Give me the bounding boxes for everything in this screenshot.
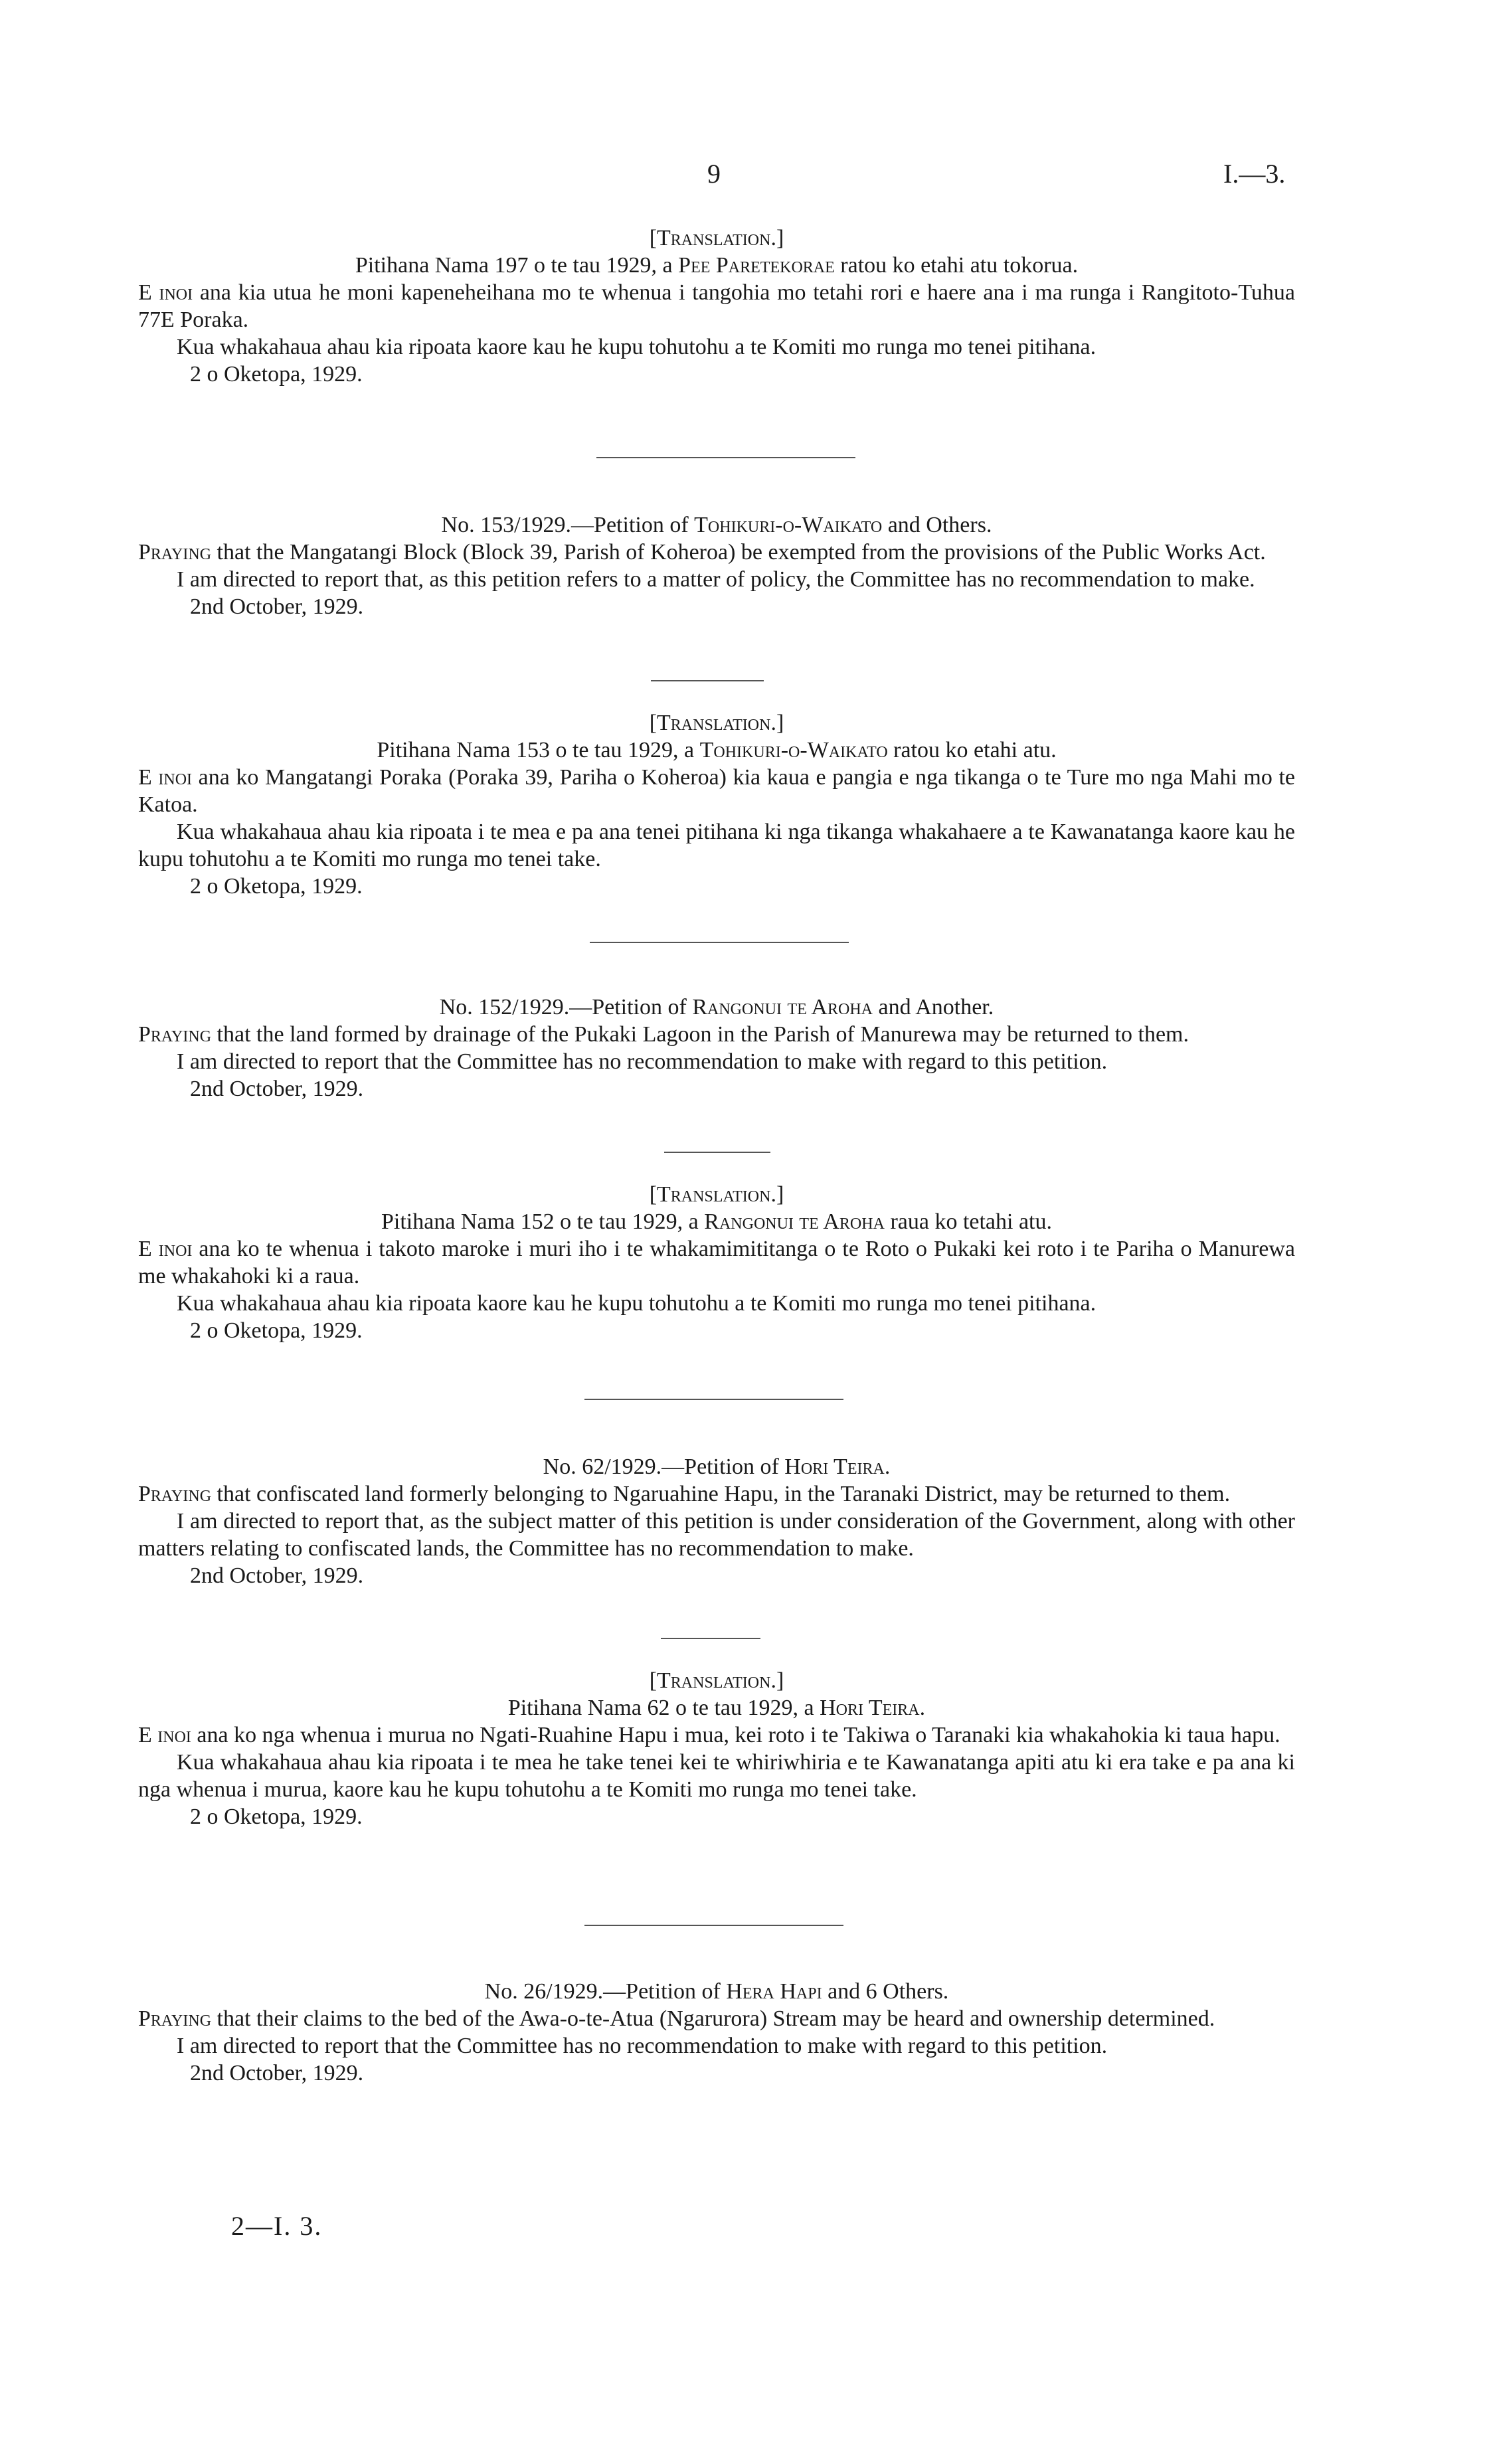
prayer-paragraph: Praying that the Mangatangi Block (Block 39, Parish of Koheroa) be exempted from the provisions of the Public Works Act. xyxy=(138,540,1266,565)
page-number: 9 xyxy=(707,159,721,189)
prayer-paragraph: E inoi ana kia utua he moni kapeneheihana mo te whenua i tangohia mo tetahi rori e haere ana i ma runga i Rangitoto-Tuhua 77E Poraka. xyxy=(138,280,1295,332)
translation-divider xyxy=(661,1638,760,1639)
report-date: 2nd October, 1929. xyxy=(190,1563,364,1588)
petitioner-name: Tohikuri-o-Waikato xyxy=(699,738,888,762)
prayer-paragraph: E inoi ana ko Mangatangi Poraka (Poraka 39, Pariha o Koheroa) kia kaua e pangia e nga tikanga o te Ture mo nga Mahi mo te Katoa. xyxy=(138,765,1295,817)
report-paragraph: Kua whakahaua ahau kia ripoata kaore kau he kupu tohutohu a te Komiti mo runga mo tenei pitihana. xyxy=(177,335,1096,359)
translation-divider xyxy=(651,680,764,681)
report-paragraph: Kua whakahaua ahau kia ripoata i te mea e pa ana tenei pitihana ki nga tikanga whakahaere a te Kawanatanga kaore kau he kupu tohutohu a te Komiti mo runga mo tenei take. xyxy=(138,820,1295,871)
petitioner-name: Hori Teira xyxy=(784,1454,885,1479)
prayer-paragraph: E inoi ana ko nga whenua i murua no Ngati-Ruahine Hapu i mua, kei roto i te Takiwa o Taranaki kia whakahokia ki taua hapu. xyxy=(138,1723,1280,1747)
report-paragraph: I am directed to report that the Committee has no recommendation to make with regard to this petition. xyxy=(177,1049,1108,1074)
petition-153 xyxy=(138,511,1295,620)
report-date: 2 o Oketopa, 1929. xyxy=(190,1318,363,1343)
translation-petition-62 xyxy=(138,1667,1295,1830)
prayer-paragraph: E inoi ana ko te whenua i takoto maroke i muri iho i te whakamimititanga o te Roto o Pukaki kei roto i te Pariha o Manurewa me whakahoki ki a raua. xyxy=(138,1237,1295,1288)
petition-title: No. 62/1929.—Petition of Hori Teira. xyxy=(543,1454,891,1479)
report-paragraph: I am directed to report that the Committee has no recommendation to make with regard to this petition. xyxy=(177,2034,1108,2058)
section-divider xyxy=(590,942,849,943)
prayer-paragraph: Praying that confiscated land formerly belonging to Ngaruahine Hapu, in the Taranaki District, may be returned to them. xyxy=(138,1482,1231,1506)
section-divider xyxy=(584,1925,843,1926)
report-paragraph: Kua whakahaua ahau kia ripoata i te mea he take tenei kei te whiriwhiria e te Kawanatanga apiti atu ki era take e pa ana ki nga whenua i murua, kaore kau he kupu tohutohu a te Komiti mo runga mo tenei take. xyxy=(138,1750,1295,1802)
petition-152 xyxy=(138,994,1295,1102)
translation-petition-153 xyxy=(138,709,1295,900)
translation-petition-152 xyxy=(138,1181,1295,1344)
petition-title: No. 26/1929.—Petition of Hera Hapi and 6 Others. xyxy=(484,1979,949,2004)
petition-title: No. 152/1929.—Petition of Rangonui te Aroha and Another. xyxy=(439,995,994,1019)
petition-title: Pitihana Nama 152 o te tau 1929, a Rangonui te Aroha raua ko tetahi atu. xyxy=(381,1209,1052,1234)
report-date: 2nd October, 1929. xyxy=(190,2061,364,2085)
translation-label: [Translation.] xyxy=(649,226,784,250)
petition-title: No. 153/1929.—Petition of Tohikuri-o-Waikato and Others. xyxy=(441,513,992,537)
petitioner-name: Pee Paretekorae xyxy=(678,253,835,278)
report-paragraph: Kua whakahaua ahau kia ripoata kaore kau he kupu tohutohu a te Komiti mo runga mo tenei pitihana. xyxy=(177,1291,1096,1316)
section-divider xyxy=(596,457,855,458)
petitioner-name: Hori Teira xyxy=(820,1696,920,1720)
petition-26 xyxy=(138,1978,1295,2087)
prayer-paragraph: Praying that the land formed by drainage of the Pukaki Lagoon in the Parish of Manurewa may be returned to them. xyxy=(138,1022,1189,1047)
petitioner-name: Tohikuri-o-Waikato xyxy=(694,513,883,537)
translation-divider xyxy=(664,1152,770,1153)
document-reference: I.—3. xyxy=(1223,159,1286,189)
report-date: 2nd October, 1929. xyxy=(190,594,364,619)
printer-signature: 2—I. 3. xyxy=(231,2211,323,2241)
report-date: 2 o Oketopa, 1929. xyxy=(190,874,363,899)
report-date: 2 o Oketopa, 1929. xyxy=(190,362,363,387)
petition-title: Pitihana Nama 197 o te tau 1929, a Pee Paretekorae ratou ko etahi atu tokorua. xyxy=(355,253,1079,278)
petitioner-name: Hera Hapi xyxy=(726,1979,822,2004)
page-header xyxy=(0,158,1491,198)
petitioner-name: Rangonui te Aroha xyxy=(692,995,873,1019)
petitioner-name: Rangonui te Aroha xyxy=(704,1209,885,1234)
petition-62 xyxy=(138,1453,1295,1589)
report-date: 2nd October, 1929. xyxy=(190,1077,364,1101)
report-paragraph: I am directed to report that, as this petition refers to a matter of policy, the Committee has no recommendation to make. xyxy=(177,567,1255,592)
report-paragraph: I am directed to report that, as the subject matter of this petition is under consideration of the Government, along with other matters relating to confiscated lands, the Committee has no recommendation to make. xyxy=(138,1509,1295,1561)
translation-petition-197 xyxy=(138,224,1295,388)
prayer-paragraph: Praying that their claims to the bed of the Awa-o-te-Atua (Ngarurora) Stream may be heard and ownership determined. xyxy=(138,2006,1215,2031)
petition-title: Pitihana Nama 62 o te tau 1929, a Hori Teira. xyxy=(507,1696,926,1720)
report-date: 2 o Oketopa, 1929. xyxy=(190,1804,363,1829)
petition-title: Pitihana Nama 153 o te tau 1929, a Tohikuri-o-Waikato ratou ko etahi atu. xyxy=(377,738,1057,762)
translation-label: [Translation.] xyxy=(649,1668,784,1693)
translation-label: [Translation.] xyxy=(649,711,784,735)
translation-label: [Translation.] xyxy=(649,1182,784,1207)
section-divider xyxy=(584,1399,843,1400)
